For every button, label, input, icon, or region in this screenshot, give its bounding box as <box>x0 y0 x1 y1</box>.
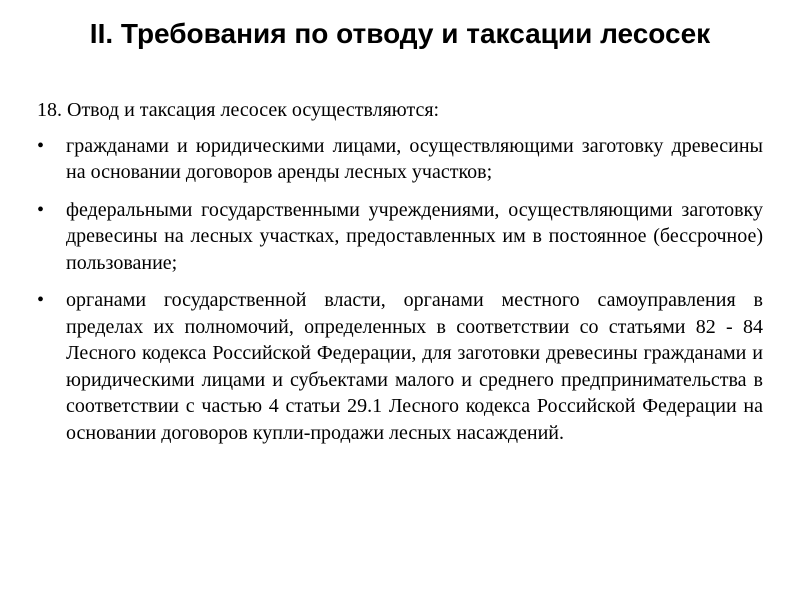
list-item <box>37 197 763 277</box>
list-item-text: органами государственной власти, органами местного самоуправления в пределах их полномочий, определенных в соответствии со статьями 82 - 84 Лесного кодекса Российской Федерации, для заготовки древесины гражданами и юридическими лицами и субъектами малого и среднего предпринимательства в соответствии с частью 4 статьи 29.1 Лесного кодекса Российской Федерации на основании договоров купли-продажи лесных насаждений. <box>66 289 763 444</box>
bullet-icon: • <box>37 134 45 157</box>
slide-content <box>37 97 763 457</box>
requirements-list <box>37 133 763 447</box>
slide-title: II. Требования по отводу и таксации лесосек <box>89 18 711 49</box>
list-item-text: федеральными государственными учреждениями, осуществляющими заготовку древесины на лесных участках, предоставленных им в постоянное (бессрочное) пользование; <box>66 198 763 274</box>
list-item-text: гражданами и юридическими лицами, осуществляющими заготовку древесины на основании договоров аренды лесных участков; <box>66 134 763 183</box>
list-item <box>37 287 763 446</box>
bullet-icon: • <box>37 289 45 311</box>
bullet-icon: • <box>37 198 45 221</box>
list-item <box>37 133 763 186</box>
intro-paragraph: 18. Отвод и таксация лесосек осуществляются: <box>37 99 440 121</box>
